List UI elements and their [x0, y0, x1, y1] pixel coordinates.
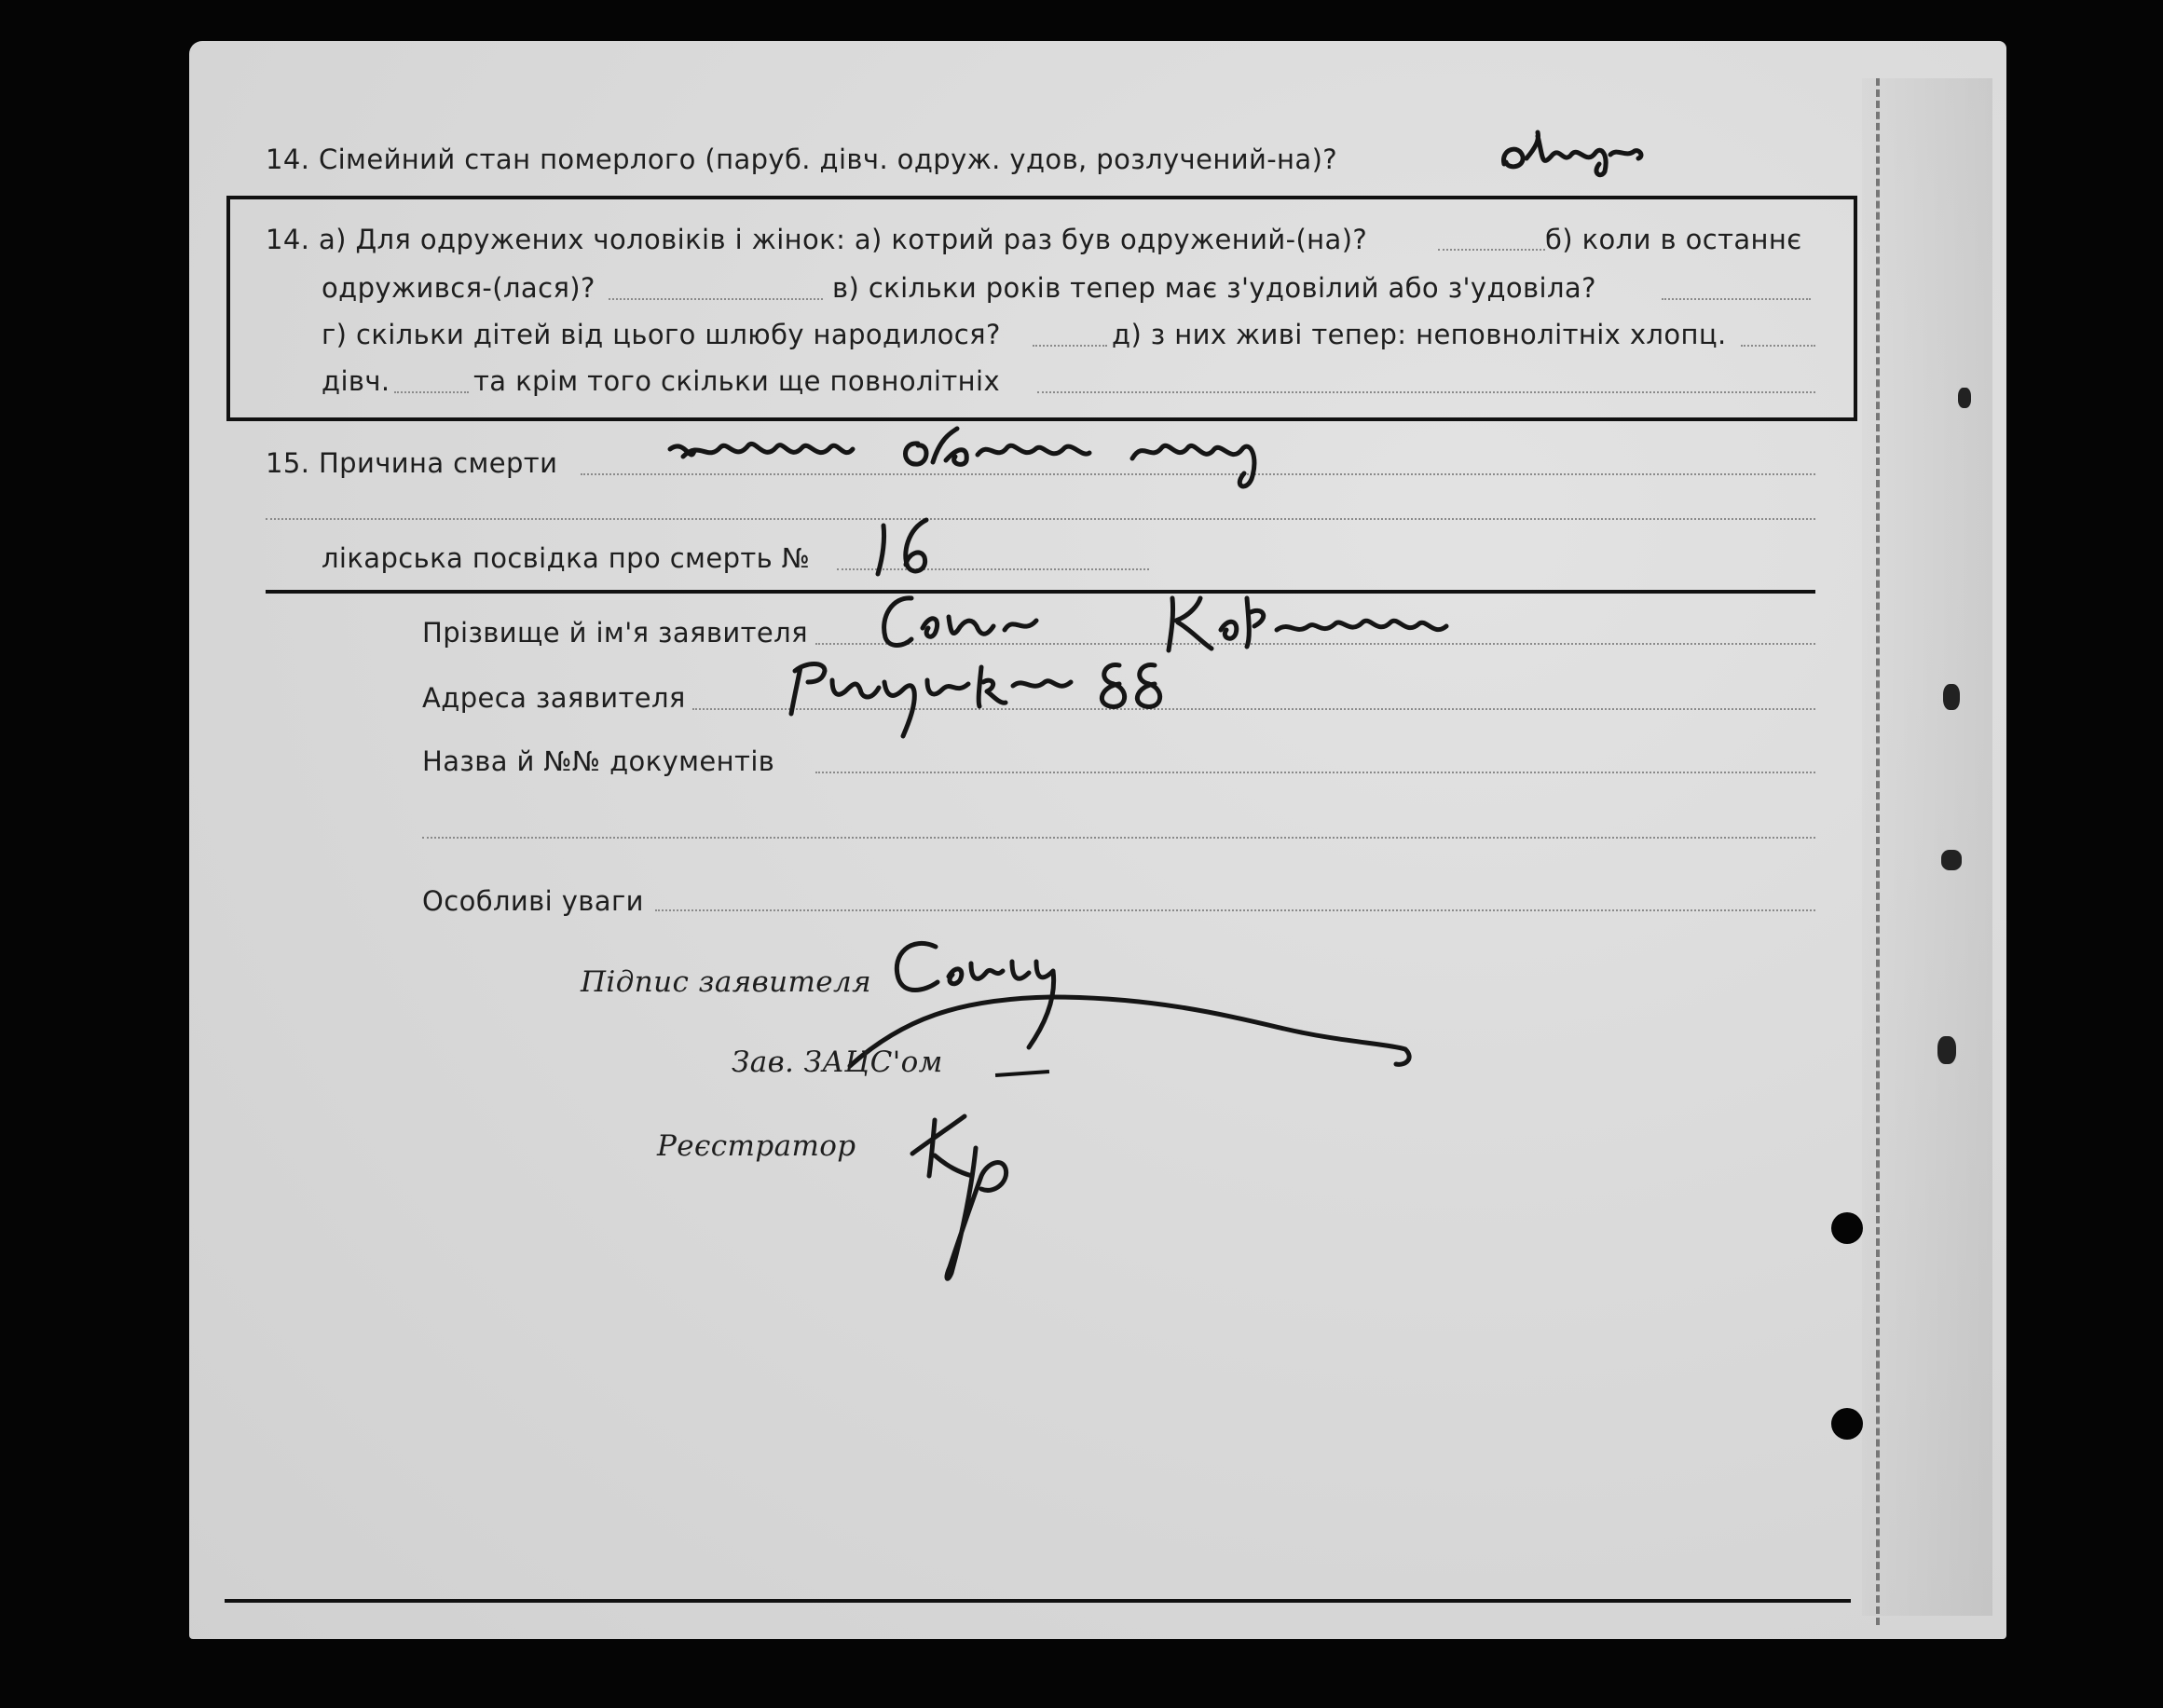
documents-label: Назва й №№ документів [422, 745, 775, 777]
ink-mark [1937, 1036, 1956, 1064]
q14a-line3-b: д) з них живі тепер: неповнолітніх хлопц. [1112, 319, 1727, 350]
q14a-line4: дівч. [322, 365, 390, 397]
q15-blank-line2 [266, 518, 1815, 520]
q14a-blank [1037, 391, 1815, 393]
applicant-address-label: Адреса заявителя [422, 682, 686, 714]
zags-label: Зав. ЗАЦС'ом [732, 1045, 943, 1079]
q14a-line2: одружився-(лася)? [322, 272, 596, 304]
sheet-edge [1862, 78, 1992, 1616]
q14a-blank [609, 298, 823, 300]
signature-label: Підпис заявителя [581, 965, 872, 999]
registrar-signature [907, 1073, 1037, 1291]
perforation-line [1876, 78, 1880, 1625]
remarks-blank [655, 909, 1815, 911]
ink-mark [1958, 388, 1971, 408]
q14a-blank [1033, 345, 1107, 347]
registrar-label: Реєстратор [657, 1129, 856, 1163]
q14a-line3: г) скільки дітей від цього шлюбу народилося? [322, 319, 1001, 350]
q14a-blank [1741, 345, 1815, 347]
q14-handwritten-answer [1499, 127, 1666, 186]
q14-label: 14. Сімейний стан померлого (паруб. дівч. одруж. удов, розлучений-на)? [266, 143, 1338, 175]
q14a-blank [394, 391, 469, 393]
ink-mark [1943, 684, 1960, 710]
binder-hole [1831, 1408, 1863, 1440]
certificate-label: лікарська посвідка про смерть № [322, 542, 811, 574]
q14a-line1: 14. а) Для одружених чоловіків і жінок: а) котрий раз був одружений-(на)? [266, 224, 1368, 255]
q14a-line4-b: та крім того скільки ще повнолітніх [473, 365, 1001, 397]
binder-hole [1831, 1212, 1863, 1244]
applicant-address-handwritten [787, 649, 1235, 745]
q14a-line1-b: б) коли в останнє [1545, 224, 1802, 255]
q14a-line2-b: в) скільки років тепер має з'удовілий або з'удовіла? [832, 272, 1596, 304]
remarks-label: Особливі уваги [422, 885, 644, 917]
q14a-blank [1438, 249, 1545, 251]
applicant-name-label: Прізвище й ім'я заявителя [422, 617, 808, 649]
documents-blank-line2 [422, 837, 1815, 839]
certificate-number [874, 516, 958, 585]
ink-mark [1941, 850, 1962, 870]
q14a-blank [1662, 298, 1811, 300]
documents-blank [815, 772, 1815, 773]
q15-label: 15. Причина смерти [266, 447, 558, 479]
bottom-rule [225, 1599, 1851, 1603]
form-sheet [189, 41, 2006, 1639]
q15-handwritten-answer [666, 421, 1524, 499]
